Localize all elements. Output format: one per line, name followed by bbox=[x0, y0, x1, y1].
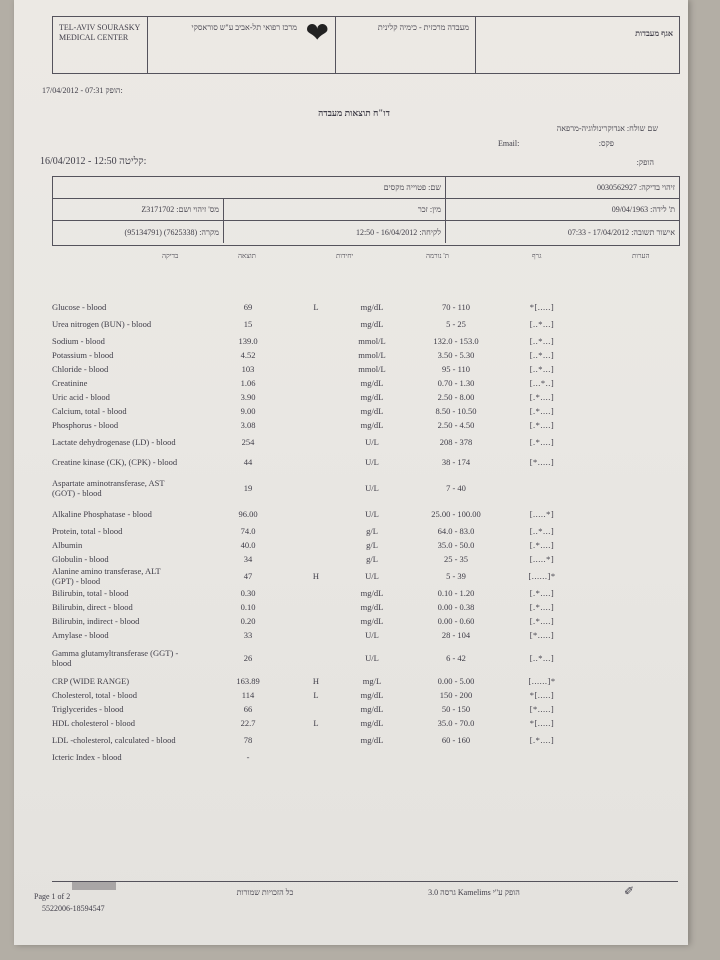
test-range: 5 - 39 bbox=[446, 571, 466, 581]
test-range: 132.0 - 153.0 bbox=[433, 336, 479, 346]
test-name: Bilirubin, indirect - blood bbox=[52, 616, 140, 626]
test-range: 208 - 378 bbox=[439, 437, 473, 447]
test-unit: mg/dL bbox=[360, 392, 384, 402]
test-graph: [.*....] bbox=[529, 588, 555, 598]
table-row bbox=[52, 730, 678, 750]
report-header bbox=[52, 16, 680, 74]
test-value: 74.0 bbox=[240, 526, 256, 536]
test-unit: U/L bbox=[365, 509, 379, 519]
test-name: CRP (WIDE RANGE) bbox=[52, 676, 130, 686]
test-range: 6 - 42 bbox=[446, 653, 466, 663]
test-value: 19 bbox=[243, 483, 253, 493]
patient-name: שם: פטוייה מקסים bbox=[383, 183, 441, 192]
table-row bbox=[52, 418, 678, 432]
test-unit: U/L bbox=[365, 571, 379, 581]
test-unit: mmol/L bbox=[358, 336, 386, 346]
test-range: 35.0 - 70.0 bbox=[437, 718, 475, 728]
table-row bbox=[52, 472, 678, 504]
test-range: 3.50 - 5.30 bbox=[437, 350, 475, 360]
test-graph: *[.....] bbox=[529, 690, 555, 700]
test-flag: L bbox=[313, 718, 319, 728]
barcode-number: 5522006-18594547 bbox=[42, 904, 105, 913]
test-graph: [.*....] bbox=[529, 735, 555, 745]
test-graph: [.*....] bbox=[529, 437, 555, 447]
test-name: HDL cholesterol - blood bbox=[52, 718, 136, 728]
test-value: 26 bbox=[243, 653, 253, 663]
table-row bbox=[52, 614, 678, 628]
test-name: Sodium - blood bbox=[52, 336, 105, 346]
test-range: 0.70 - 1.30 bbox=[437, 378, 475, 388]
test-name: Uric acid - blood bbox=[52, 392, 110, 402]
report-page bbox=[14, 0, 688, 945]
test-name: Amylase - blood bbox=[52, 630, 109, 640]
test-graph: [..*...] bbox=[529, 319, 555, 329]
test-graph: [.*....] bbox=[529, 616, 555, 626]
test-unit: mg/dL bbox=[360, 302, 384, 312]
test-unit: U/L bbox=[365, 457, 379, 467]
patient-ref: מס' זיהוי ושם: Z3171702 bbox=[141, 205, 219, 214]
test-flag: L bbox=[313, 302, 319, 312]
test-unit: mg/dL bbox=[360, 718, 384, 728]
test-range: 25.00 - 100.00 bbox=[431, 509, 481, 519]
test-value: 0.30 bbox=[240, 588, 256, 598]
test-value: 3.90 bbox=[240, 392, 256, 402]
test-name: Aspartate aminotransferase, AST (GOT) - blood bbox=[52, 478, 165, 498]
take-time: לקיחה: 16/04/2012 - 12:50 bbox=[223, 221, 445, 243]
table-row bbox=[52, 390, 678, 404]
test-value: 254 bbox=[241, 437, 255, 447]
table-row bbox=[52, 314, 678, 334]
test-name: Icteric Index - blood bbox=[52, 752, 122, 762]
test-value: 34 bbox=[243, 554, 253, 564]
test-graph: [......]* bbox=[528, 676, 556, 686]
test-unit: g/L bbox=[366, 526, 378, 536]
test-unit: mmol/L bbox=[358, 350, 386, 360]
test-name: Creatinine bbox=[52, 378, 88, 388]
test-range: 25 - 35 bbox=[443, 554, 469, 564]
test-graph: [......]* bbox=[528, 571, 556, 581]
test-value: 69 bbox=[243, 302, 253, 312]
patient-row-3 bbox=[53, 221, 679, 243]
test-value: 15 bbox=[243, 319, 253, 329]
table-row bbox=[52, 628, 678, 642]
test-flag: H bbox=[312, 571, 320, 581]
test-range: 5 - 25 bbox=[446, 319, 466, 329]
test-name: Urea nitrogen (BUN) - blood bbox=[52, 319, 152, 329]
col-result: תוצאה bbox=[238, 252, 256, 260]
test-graph: [.*....] bbox=[529, 540, 555, 550]
test-name: Protein, total - blood bbox=[52, 526, 123, 536]
table-row bbox=[52, 674, 678, 688]
test-range: 0.00 - 0.60 bbox=[437, 616, 475, 626]
test-graph: [*.....] bbox=[529, 457, 555, 467]
test-value: 3.08 bbox=[240, 420, 256, 430]
test-value: - bbox=[246, 752, 250, 762]
email-label: Email: bbox=[498, 139, 520, 148]
test-value: 66 bbox=[243, 704, 253, 714]
test-unit: U/L bbox=[365, 437, 379, 447]
patient-sex: מין: זכר bbox=[223, 199, 445, 220]
test-value: 139.0 bbox=[238, 336, 258, 346]
sampled-label: הופק: bbox=[636, 158, 654, 167]
test-name: Globulin - blood bbox=[52, 554, 109, 564]
test-graph: [.*....] bbox=[529, 392, 555, 402]
test-unit: mg/dL bbox=[360, 588, 384, 598]
case-number: מקרה: (7625338) (95134791) bbox=[124, 227, 219, 237]
table-row bbox=[52, 566, 678, 586]
test-unit: U/L bbox=[365, 483, 379, 493]
test-graph: [..*...] bbox=[529, 364, 555, 374]
patient-info-box bbox=[52, 176, 680, 246]
test-name: Phosphorus - blood bbox=[52, 420, 119, 430]
rights-text: כל הזכויות שמורות bbox=[236, 888, 294, 897]
test-name: Bilirubin, total - blood bbox=[52, 588, 129, 598]
test-range: 2.50 - 4.50 bbox=[437, 420, 475, 430]
table-row bbox=[52, 362, 678, 376]
test-unit: mg/dL bbox=[360, 602, 384, 612]
test-value: 103 bbox=[241, 364, 255, 374]
print-timestamp: 17/04/2012 - 07:31 הופק: bbox=[42, 86, 123, 95]
test-name: Bilirubin, direct - blood bbox=[52, 602, 133, 612]
table-row bbox=[52, 504, 678, 524]
test-name: LDL -cholesterol, calculated - blood bbox=[52, 735, 176, 745]
test-range: 95 - 110 bbox=[441, 364, 470, 374]
test-value: 4.52 bbox=[240, 350, 256, 360]
test-name: Cholesterol, total - blood bbox=[52, 690, 137, 700]
table-row bbox=[52, 586, 678, 600]
test-unit: mg/dL bbox=[360, 704, 384, 714]
document-title: דו"ח תוצאות מעבדה bbox=[318, 108, 390, 118]
test-value: 0.20 bbox=[240, 616, 256, 626]
software-credit: הופק ע"י Kamelims גרסה 3.0 bbox=[428, 888, 520, 897]
test-range: 64.0 - 83.0 bbox=[437, 526, 475, 536]
patient-dob: ת' לידה: 09/04/1963 bbox=[445, 199, 679, 220]
test-unit: mg/dL bbox=[360, 420, 384, 430]
patient-row-2 bbox=[53, 199, 679, 221]
table-row bbox=[52, 452, 678, 472]
test-graph: [.....*] bbox=[529, 554, 555, 564]
test-value: 0.10 bbox=[240, 602, 256, 612]
test-value: 47 bbox=[243, 571, 253, 581]
test-name: Albumin bbox=[52, 540, 83, 550]
test-name: Alkaline Phosphatase - blood bbox=[52, 509, 152, 519]
test-graph: [...*..] bbox=[529, 378, 555, 388]
test-name: Potassium - blood bbox=[52, 350, 114, 360]
test-range: 150 - 200 bbox=[439, 690, 473, 700]
test-unit: mg/dL bbox=[360, 735, 384, 745]
test-name: Glucose - blood bbox=[52, 302, 107, 312]
table-row bbox=[52, 716, 678, 730]
test-name: Creatine kinase (CK), (CPK) - blood bbox=[52, 457, 178, 467]
table-row bbox=[52, 300, 678, 314]
logo-block bbox=[148, 17, 336, 73]
table-row bbox=[52, 432, 678, 452]
test-unit: mmol/L bbox=[358, 364, 386, 374]
test-graph: [.....*] bbox=[529, 509, 555, 519]
test-range: 50 - 150 bbox=[441, 704, 471, 714]
results-table bbox=[52, 300, 678, 764]
footer-logo-icon: ✐ bbox=[624, 884, 635, 898]
test-value: 44 bbox=[243, 457, 253, 467]
division-title: אגף מעבדות bbox=[635, 29, 673, 38]
table-row bbox=[52, 376, 678, 390]
center-name-en: TEL-AVIV SOURASKY MEDICAL CENTER bbox=[53, 17, 148, 73]
test-value: 9.00 bbox=[240, 406, 256, 416]
test-range: 7 - 40 bbox=[446, 483, 466, 493]
test-graph: [..*...] bbox=[529, 350, 555, 360]
test-unit: mg/dL bbox=[360, 378, 384, 388]
test-name: Triglycerides - blood bbox=[52, 704, 124, 714]
col-notes: הערות bbox=[632, 252, 650, 260]
approve-time: אישור תשובה: 17/04/2012 - 07:33 bbox=[445, 221, 679, 243]
table-row bbox=[52, 552, 678, 566]
test-value: 22.7 bbox=[240, 718, 256, 728]
heart-logo-icon: ❤ bbox=[305, 18, 329, 49]
fax-label: פקס: bbox=[598, 139, 614, 148]
test-unit: mg/dL bbox=[360, 616, 384, 626]
test-range: 2.50 - 8.00 bbox=[437, 392, 475, 402]
test-graph: [..*...] bbox=[529, 336, 555, 346]
table-row bbox=[52, 702, 678, 716]
test-name: Lactate dehydrogenase (LD) - blood bbox=[52, 437, 176, 447]
test-range: 70 - 110 bbox=[441, 302, 470, 312]
test-graph: [..*...] bbox=[529, 526, 555, 536]
test-graph: *[.....] bbox=[529, 718, 555, 728]
table-row bbox=[52, 538, 678, 552]
test-range: 28 - 104 bbox=[441, 630, 471, 640]
results-column-headers bbox=[52, 252, 678, 266]
test-range: 0.00 - 5.00 bbox=[437, 676, 475, 686]
test-graph: [.*....] bbox=[529, 602, 555, 612]
test-name: Alanine amino transferase, ALT (GPT) - blood bbox=[52, 566, 161, 586]
test-flag: H bbox=[312, 676, 320, 686]
table-row bbox=[52, 334, 678, 348]
col-graph: גרף bbox=[532, 252, 542, 260]
test-graph: [*.....] bbox=[529, 704, 555, 714]
test-range: 8.50 - 10.50 bbox=[435, 406, 477, 416]
test-value: 40.0 bbox=[240, 540, 256, 550]
department-name: מעבדה מרכזית - כימיה קלינית bbox=[336, 17, 476, 73]
test-range: 0.10 - 1.20 bbox=[437, 588, 475, 598]
test-graph: [*.....] bbox=[529, 630, 555, 640]
col-range: ת' נורמה bbox=[426, 252, 449, 260]
test-value: 163.89 bbox=[236, 676, 260, 686]
test-name: Calcium, total - blood bbox=[52, 406, 127, 416]
footer-divider bbox=[52, 881, 678, 882]
table-row bbox=[52, 524, 678, 538]
table-row bbox=[52, 600, 678, 614]
table-row bbox=[52, 642, 678, 674]
table-row bbox=[52, 404, 678, 418]
test-range: 0.00 - 0.38 bbox=[437, 602, 475, 612]
test-graph: *[.....] bbox=[529, 302, 555, 312]
sender-line: שם שולח: אנדוקרינולוגיה-מרפאה bbox=[556, 124, 658, 133]
test-value: 96.00 bbox=[238, 509, 258, 519]
test-value: 78 bbox=[243, 735, 253, 745]
test-unit: mg/L bbox=[362, 676, 382, 686]
test-flag: L bbox=[313, 690, 319, 700]
test-graph: [.*....] bbox=[529, 406, 555, 416]
test-graph: [..*...] bbox=[529, 653, 555, 663]
col-unit: יחידות bbox=[336, 252, 354, 260]
received-timestamp: 16/04/2012 - 12:50 קליטה: bbox=[40, 156, 147, 167]
test-name: Chloride - blood bbox=[52, 364, 109, 374]
test-unit: g/L bbox=[366, 554, 378, 564]
test-unit: mg/dL bbox=[360, 319, 384, 329]
col-test: בדיקה bbox=[162, 252, 179, 260]
test-value: 114 bbox=[241, 690, 255, 700]
page-number: Page 1 of 2 bbox=[34, 892, 71, 901]
patient-row-1 bbox=[53, 177, 679, 199]
test-unit: g/L bbox=[366, 540, 378, 550]
test-unit: mg/dL bbox=[360, 406, 384, 416]
logo-text: מרכז רפואי תל-אביב ע"ש סוראסקי bbox=[191, 23, 297, 32]
table-row bbox=[52, 688, 678, 702]
test-unit: U/L bbox=[365, 653, 379, 663]
test-unit: U/L bbox=[365, 630, 379, 640]
test-graph: [.*....] bbox=[529, 420, 555, 430]
table-row bbox=[52, 750, 678, 764]
test-range: 60 - 160 bbox=[441, 735, 471, 745]
table-row bbox=[52, 348, 678, 362]
test-value: 1.06 bbox=[240, 378, 256, 388]
test-value: 33 bbox=[243, 630, 253, 640]
sample-id: זיהוי בדיקה: 0030562927 bbox=[445, 177, 679, 198]
test-name: Gamma glutamyltransferase (GGT) - blood bbox=[52, 648, 179, 668]
test-range: 35.0 - 50.0 bbox=[437, 540, 475, 550]
barcode-image bbox=[72, 882, 116, 890]
test-range: 38 - 174 bbox=[441, 457, 471, 467]
test-unit: mg/dL bbox=[360, 690, 384, 700]
